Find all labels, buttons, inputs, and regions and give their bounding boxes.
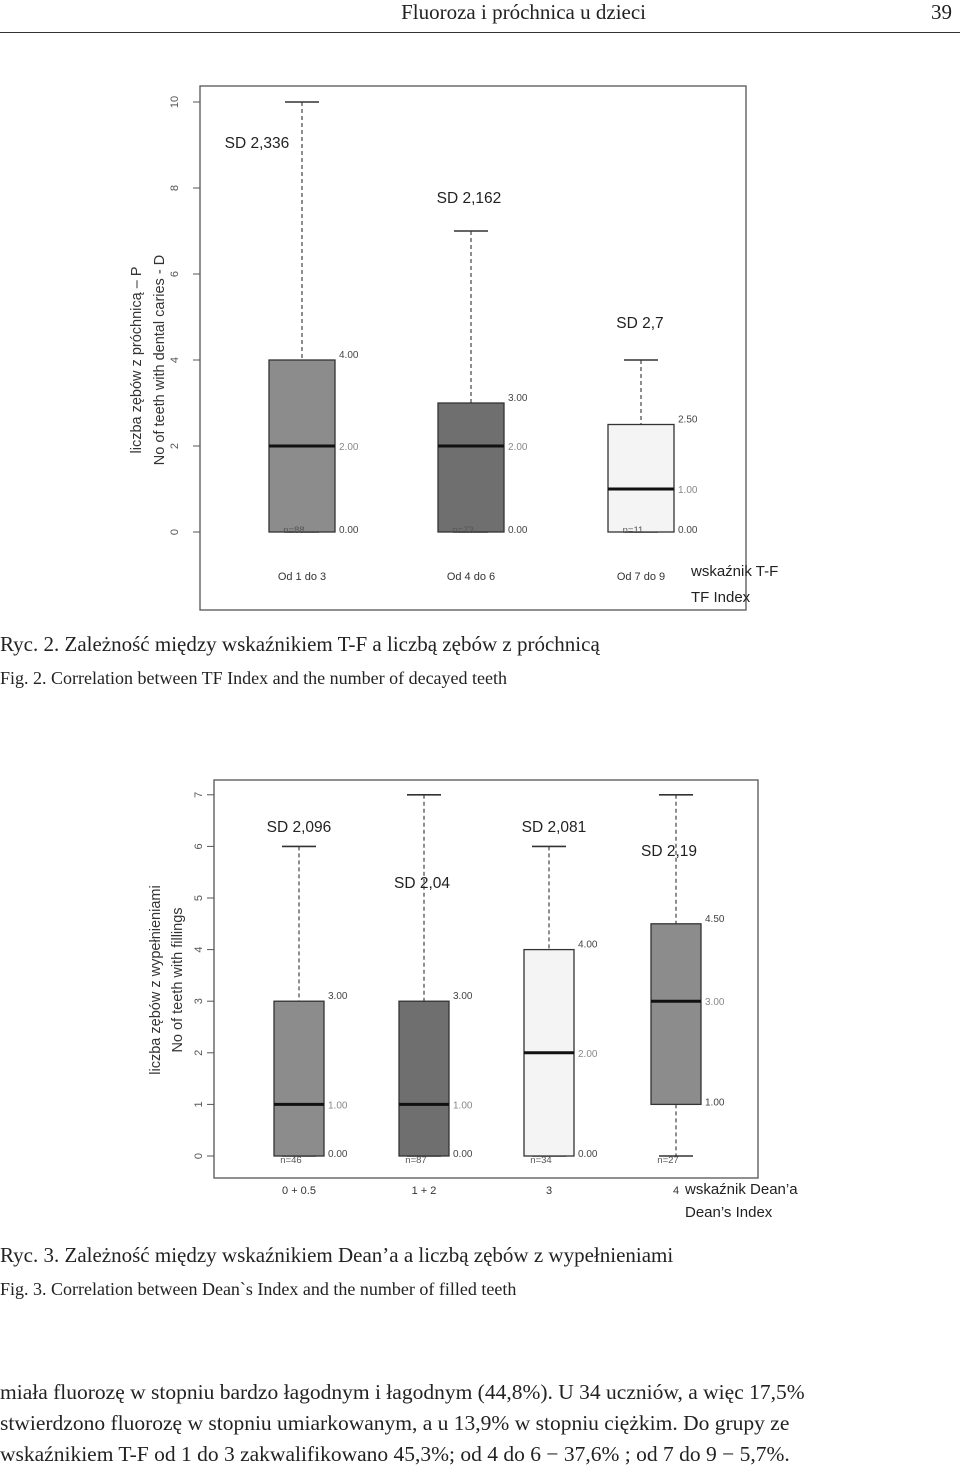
min-value-label: 0.00 <box>328 1149 348 1160</box>
box-iqr <box>438 403 504 532</box>
category-label: Od 4 do 6 <box>446 571 496 583</box>
figure-3-caption-en: Fig. 3. Correlation between Dean`s Index and the number of filled teeth <box>0 1279 517 1299</box>
y-axis-label: liczba zębów z próchnicą – P <box>129 266 145 454</box>
median-value-label: 2.00 <box>578 1048 598 1060</box>
n-count-label: n=88 <box>283 525 305 536</box>
page-header <box>0 0 960 33</box>
sd-label: SD 2,04 <box>393 875 451 892</box>
category-label: 3 <box>545 1185 553 1197</box>
min-value-label: 0.00 <box>678 525 698 536</box>
sd-label: SD 2,336 <box>224 135 290 152</box>
body-line: stwierdzono fluorozę w stopniu umiarkowanym, a u 13,9% w stopniu ciężkim. Do grupy ze <box>0 1411 790 1435</box>
figure-2-boxplot <box>0 60 960 620</box>
q3-value-label: 4.00 <box>339 350 359 361</box>
n-count-label: n=46 <box>280 1155 302 1166</box>
y-axis-label: liczba zębów z wypełnieniami <box>148 885 164 1075</box>
median-value-label: 2.00 <box>339 442 359 453</box>
y-tick-label: 4 <box>193 946 205 953</box>
n-count-label: n=73 <box>452 525 474 536</box>
running-title: Fluoroza i próchnica u dzieci <box>401 0 646 24</box>
n-count-label: n=11 <box>622 525 644 536</box>
n-count-label: n=34 <box>530 1155 552 1166</box>
x-axis-label: TF Index <box>691 589 751 606</box>
box-iqr <box>608 425 674 533</box>
box-iqr <box>274 1001 324 1156</box>
q3-value-label: 3.00 <box>328 991 348 1003</box>
y-tick-label: 6 <box>169 270 181 278</box>
category-label: Od 1 do 3 <box>277 571 327 583</box>
median-value-label: 1.00 <box>328 1100 348 1112</box>
sd-label: SD 2,7 <box>616 315 664 332</box>
y-tick-label: 2 <box>193 1049 205 1056</box>
category-label: Od 7 do 9 <box>616 571 666 583</box>
figure-2-caption-en: Fig. 2. Correlation between TF Index and the number of decayed teeth <box>0 668 508 688</box>
sd-label: SD 2,096 <box>266 819 332 836</box>
median-value-label: 1.00 <box>453 1100 473 1112</box>
y-tick-label: 7 <box>193 791 205 798</box>
category-label: 4 <box>672 1185 680 1197</box>
figure-2-caption-pl: Ryc. 2. Zależność między wskaźnikiem T-F a liczbą zębów z próchnicą <box>0 632 600 656</box>
category-label: 0 + 0.5 <box>282 1185 316 1197</box>
figure-3-boxplot <box>0 770 960 1230</box>
q3-value-label: 2.50 <box>678 414 698 426</box>
min-value-label: 0.00 <box>339 525 359 536</box>
q3-value-label: 4.00 <box>578 939 598 951</box>
min-value-label: 0.00 <box>453 1149 473 1160</box>
y-tick-label: 3 <box>193 998 205 1005</box>
q3-value-label: 3.00 <box>453 991 473 1003</box>
y-tick-label: 10 <box>169 95 181 109</box>
box-iqr <box>399 1001 449 1156</box>
figure-3-caption-pl: Ryc. 3. Zależność między wskaźnikiem Dean’a a liczbą zębów z wypełnieniami <box>0 1243 674 1267</box>
x-axis-label: Dean’s Index <box>685 1204 773 1221</box>
y-tick-label: 0 <box>193 1152 205 1160</box>
y-tick-label: 4 <box>169 356 181 364</box>
sd-label: SD 2,081 <box>521 819 587 836</box>
n-count-label: n=27 <box>657 1155 679 1166</box>
y-axis-label: No of teeth with fillings <box>170 907 186 1053</box>
n-count-label: n=87 <box>405 1155 427 1166</box>
y-tick-label: 2 <box>169 442 181 450</box>
y-tick-label: 0 <box>169 528 181 536</box>
y-tick-label: 6 <box>193 843 205 850</box>
y-tick-label: 1 <box>193 1101 205 1108</box>
median-value-label: 3.00 <box>705 997 725 1009</box>
body-line: wskaźnikiem T-F od 1 do 3 zakwalifikowano 45,3%; od 4 do 6 − 37,6% ; od 7 do 9 − 5,7%. <box>0 1442 790 1466</box>
sd-label: SD 2,19 <box>640 843 698 860</box>
box-iqr <box>651 924 701 1105</box>
median-value-label: 2.00 <box>508 442 528 453</box>
min-value-label: 0.00 <box>578 1149 598 1160</box>
median-value-label: 1.00 <box>678 485 698 496</box>
category-label: 1 + 2 <box>411 1185 437 1197</box>
body-line: miała fluorozę w stopniu bardzo łagodnym i łagodnym (44,8%). U 34 uczniów, a więc 17,5% <box>0 1380 805 1404</box>
y-axis-label: No of teeth with dental caries - D <box>152 254 168 466</box>
y-tick-label: 5 <box>193 894 205 902</box>
sd-label: SD 2,162 <box>436 190 502 207</box>
x-axis-label: wskaźnik T-F <box>691 563 779 580</box>
page-number: 39 <box>931 0 952 24</box>
x-axis-label: wskaźnik Dean’a <box>685 1181 798 1198</box>
q3-value-label: 4.50 <box>705 913 725 925</box>
min-value-label: 0.00 <box>508 525 528 536</box>
body-paragraph <box>0 1377 960 1470</box>
q3-value-label: 3.00 <box>508 393 528 404</box>
min-value-label: 1.00 <box>705 1097 725 1109</box>
y-tick-label: 8 <box>169 184 181 192</box>
